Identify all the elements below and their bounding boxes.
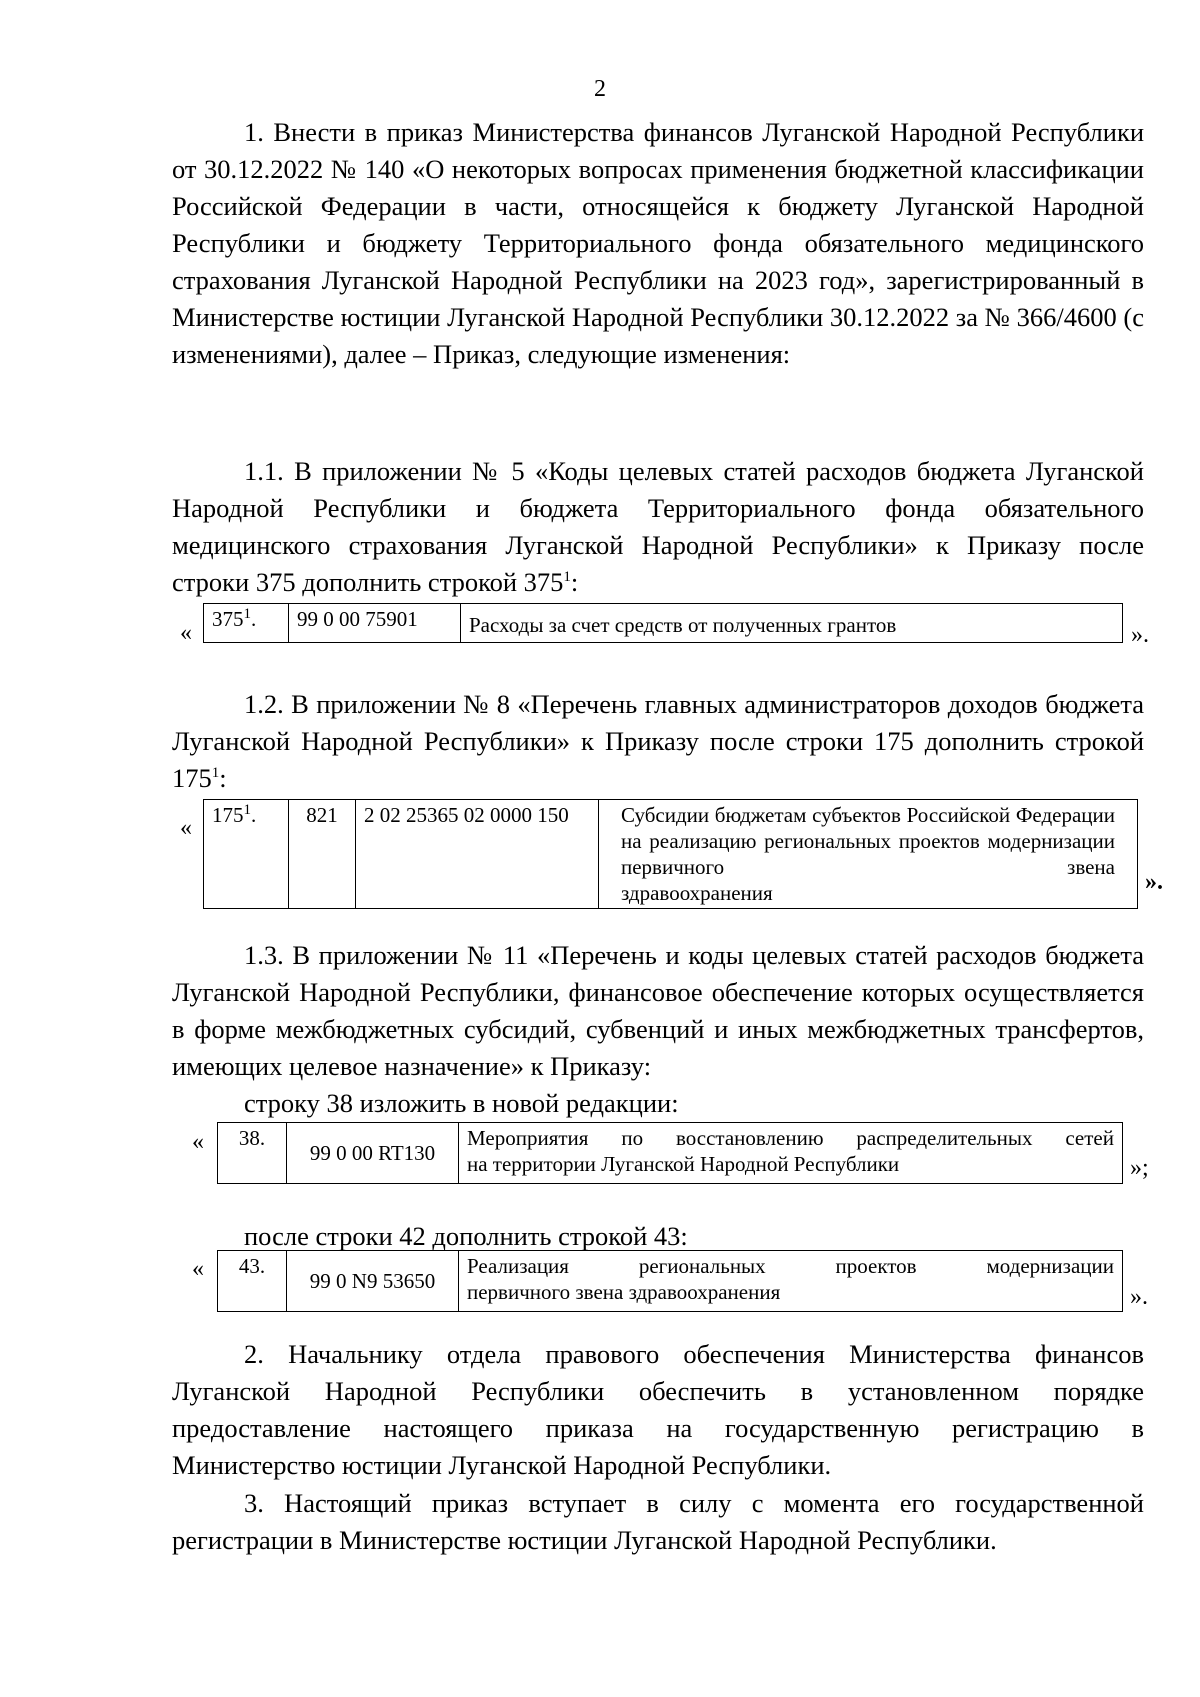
table-appendix-5-insert <box>203 603 1123 643</box>
table-row <box>204 604 1123 643</box>
row-number-cell: 38. <box>218 1123 287 1184</box>
paragraph-item-2: 2. Начальнику отдела правового обеспечения Министерства финансов Луганской Народной Республики обеспечить в установленном порядке предоставление настоящего приказа на государственную регистрацию в Министерство юстиции Луганской Народной Республики. <box>172 1339 1144 1480</box>
table-row <box>218 1251 1123 1312</box>
item-1-1-tail: : <box>570 567 579 597</box>
paragraph-item-1-2 <box>172 686 1144 797</box>
table-4-open-quote: « <box>192 1256 204 1282</box>
row-name-cell: Расходы за счет средств от полученных грантов <box>461 604 1123 643</box>
row-code-cell: 2 02 25365 02 0000 150 <box>356 800 599 909</box>
row-code-cell: 99 0 00 75901 <box>289 604 461 643</box>
table-2-open-quote: « <box>180 815 192 841</box>
row-name-cell: Реализация региональных проектов модернизации первичного звена здравоохранения <box>459 1251 1123 1312</box>
item-1-2-sup: 1 <box>211 765 220 782</box>
row-admin-cell: 821 <box>289 800 356 909</box>
table-row <box>218 1123 1123 1184</box>
table-2-close-quote: ». <box>1145 869 1163 895</box>
table-appendix-11-row-38 <box>217 1122 1123 1184</box>
paragraph-item-1-3: 1.3. В приложении № 11 «Перечень и коды целевых статей расходов бюджета Луганской Народной Республики, финансовое обеспечение которых осуществляется в форме межбюджетных субсидий, субвенций и иных межбюджетных трансфертов, имеющих целевое назначение» к Приказу: <box>172 940 1144 1081</box>
paragraph-item-3: 3. Настоящий приказ вступает в силу с момента его государственной регистрации в Министерстве юстиции Луганской Народной Республики. <box>172 1488 1144 1555</box>
row-number-cell: $375^1$. <box>204 604 289 643</box>
row-code-cell: 99 0 00 RT130 <box>287 1123 459 1184</box>
row-name-cell: Мероприятия по восстановлению распределительных сетей на территории Луганской Народной Республики <box>459 1123 1123 1184</box>
item-1-1-sup: 1 <box>563 569 571 586</box>
table-appendix-8-insert <box>203 799 1138 909</box>
page-number: 2 <box>594 76 606 102</box>
subline-row-38: строку 38 изложить в новой редакции: <box>244 1088 679 1118</box>
table-appendix-11-row-43 <box>217 1250 1123 1312</box>
row-name-cell: Субсидии бюджетам субъектов Российской Федерации на реализацию региональных проектов модернизации первичного звена здравоохранения <box>599 800 1138 909</box>
item-1-1-text: 1.1. В приложении № 5 «Коды целевых статей расходов бюджета Луганской Народной Республики и бюджета Территориального фонда обязательного медицинского страхования Луганской Народной Республики» к Приказу после строки 375 дополнить строкой 375 <box>172 456 1144 597</box>
table-1-close-quote: ». <box>1131 622 1149 648</box>
table-1-open-quote: « <box>180 620 192 646</box>
row-code-cell: 99 0 N9 53650 <box>287 1251 459 1312</box>
subline-row-43: после строки 42 дополнить строкой 43: <box>244 1221 688 1251</box>
row-number-cell: $175^1$. <box>204 800 289 909</box>
row-number-cell: 43. <box>218 1251 287 1312</box>
table-3-open-quote: « <box>192 1129 204 1155</box>
paragraph-item-1-1 <box>172 453 1144 601</box>
paragraph-item-1: 1. Внести в приказ Министерства финансов Луганской Народной Республики от 30.12.2022 № 140 «О некоторых вопросах применения бюджетной классификации Российской Федерации в части, относящейся к бюджету Луганской Народной Республики и бюджету Территориального фонда обязательного медицинского страхования Луганской Народной Республики на 2023 год», зарегистрированный в Министерстве юстиции Луганской Народной Республики 30.12.2022 за № 366/4600 (с изменениями), далее – Приказ, следующие изменения: <box>172 117 1144 369</box>
item-1-2-text: 1.2. В приложении № 8 «Перечень главных администраторов доходов бюджета Луганской Народной Республики» к Приказу после строки 175 дополнить строкой 175 <box>172 689 1144 793</box>
table-row <box>204 800 1138 909</box>
table-3-close-quote: »; <box>1130 1155 1149 1181</box>
table-4-close-quote: ». <box>1130 1284 1148 1310</box>
item-1-2-tail: : <box>219 763 227 793</box>
